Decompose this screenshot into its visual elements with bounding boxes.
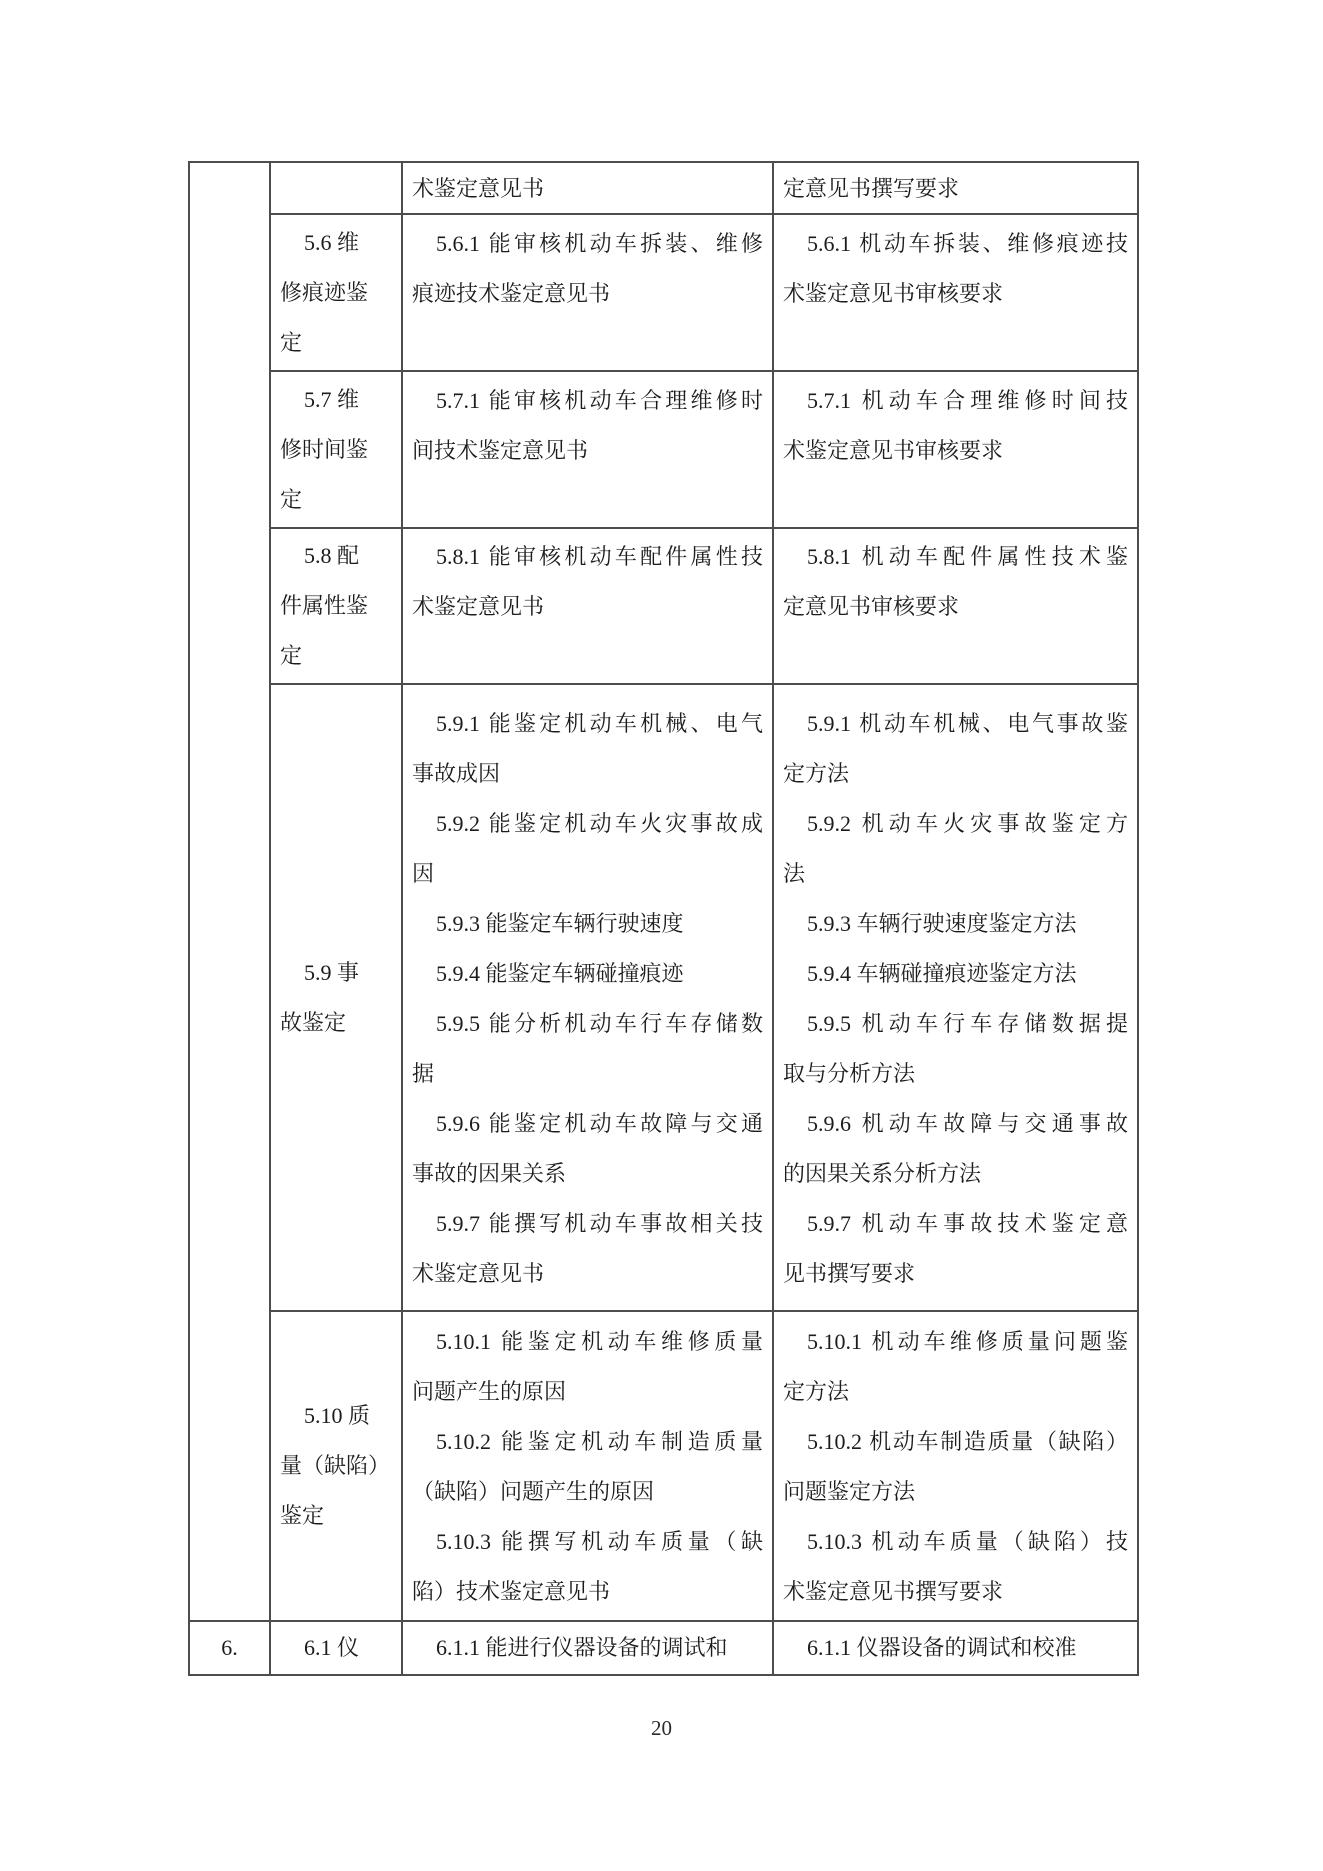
text-line: 5.7 维 (304, 386, 360, 412)
text-line: 5.8.1 机动车配件属性技术鉴 (807, 544, 1128, 569)
text-line: 5.9.6 能鉴定机动车故障与交通 (436, 1110, 763, 1136)
cell-skill-row3 (403, 372, 774, 529)
text-line: 定方法 (783, 760, 850, 786)
text-line: 修痕迹鉴 (280, 279, 369, 305)
cell-skill-row7 (403, 1622, 774, 1674)
text-line: 鉴定 (280, 1503, 325, 1528)
cell-knowledge-row6 (774, 1312, 1137, 1622)
text-line: 事故成因 (412, 760, 501, 786)
cell-duty-row7 (271, 1622, 403, 1674)
text-line: 的因果关系分析方法 (783, 1160, 982, 1186)
text-line: 5.10.2 能鉴定机动车制造质量 (436, 1429, 763, 1454)
text-line: 5.10.1 机动车维修质量问题鉴 (807, 1329, 1128, 1354)
text-line: 术鉴定意见书撰写要求 (783, 1579, 1004, 1604)
cell-duty-row6 (271, 1312, 403, 1622)
cell-knowledge-row7 (774, 1622, 1137, 1674)
text-line: 定 (280, 643, 303, 668)
text-line: 陷）技术鉴定意见书 (412, 1579, 611, 1604)
text-line: 因 (412, 860, 435, 886)
text-line: 术鉴定意见书 (412, 1260, 545, 1286)
text-line: 量（缺陷） (280, 1453, 391, 1478)
cell-duty-row3 (271, 372, 403, 529)
text-line: 定方法 (783, 1379, 850, 1404)
text-line: 6.1.1 仪器设备的调试和校准 (807, 1635, 1077, 1660)
text-line: 5.9.7 能撰写机动车事故相关技 (436, 1210, 763, 1236)
cell-duty-row2 (271, 215, 403, 372)
cell-skill-row1 (403, 163, 774, 215)
text-line: 5.9.1 机动车机械、电气事故鉴 (807, 710, 1128, 736)
text-line: 修时间鉴 (280, 436, 369, 462)
text-line: 痕迹技术鉴定意见书 (412, 280, 611, 306)
text-line: 术鉴定意见书审核要求 (783, 280, 1004, 306)
cell-knowledge-row4 (774, 529, 1137, 685)
cell-skill-row6 (403, 1312, 774, 1622)
cell-skill-row5 (403, 685, 774, 1312)
text-line: 5.6.1 机动车拆装、维修痕迹技 (807, 230, 1128, 256)
text-line: 件属性鉴 (280, 593, 369, 618)
text-line: 5.9.7 机动车事故技术鉴定意 (807, 1210, 1128, 1236)
text-line: 据 (412, 1060, 435, 1086)
cell-knowledge-row3 (774, 372, 1137, 529)
section-5-index-cell (190, 163, 271, 1622)
text-line: 5.9.6 机动车故障与交通事故 (807, 1110, 1128, 1136)
text-line: 5.8.1 能审核机动车配件属性技 (436, 544, 763, 569)
text-line: 5.9.2 机动车火灾事故鉴定方 (807, 810, 1128, 836)
text-line: 5.9.2 能鉴定机动车火灾事故成 (436, 810, 763, 836)
text-line: 5.7.1 机动车合理维修时间技 (807, 387, 1128, 413)
text-line: 5.9.4 车辆碰撞痕迹鉴定方法 (807, 960, 1077, 986)
text-line: 定意见书审核要求 (783, 594, 960, 619)
text-line: 定 (280, 329, 303, 355)
text-line: 6. (221, 1635, 238, 1660)
cell-duty-row1 (271, 163, 403, 215)
cell-duty-row5 (271, 685, 403, 1312)
section-6-index-cell (190, 1622, 271, 1674)
text-line: 5.9.1 能鉴定机动车机械、电气 (436, 710, 763, 736)
text-line: （缺陷）问题产生的原因 (412, 1479, 655, 1504)
text-line: 6.1.1 能进行仪器设备的调试和 (436, 1635, 728, 1660)
text-line: 术鉴定意见书 (412, 176, 545, 201)
text-line: 定意见书撰写要求 (783, 176, 960, 201)
cell-knowledge-row1 (774, 163, 1137, 215)
text-line: 故鉴定 (280, 1009, 347, 1035)
text-line: 5.9.3 车辆行驶速度鉴定方法 (807, 910, 1077, 936)
text-line: 5.10.1 能鉴定机动车维修质量 (436, 1329, 763, 1354)
text-line: 定 (280, 486, 303, 512)
text-line: 术鉴定意见书审核要求 (783, 437, 1004, 463)
text-line: 5.10.2 机动车制造质量（缺陷） (807, 1429, 1128, 1454)
text-line: 5.9.4 能鉴定车辆碰撞痕迹 (436, 960, 684, 986)
text-line: 5.10.3 机动车质量（缺陷）技 (807, 1529, 1128, 1554)
cell-skill-row4 (403, 529, 774, 685)
text-line: 5.10 质 (304, 1403, 371, 1428)
cell-knowledge-row2 (774, 215, 1137, 372)
text-line: 间技术鉴定意见书 (412, 437, 589, 463)
text-line: 问题产生的原因 (412, 1379, 567, 1404)
competency-table (188, 161, 1139, 1676)
text-line: 事故的因果关系 (412, 1160, 567, 1186)
text-line: 6.1 仪 (304, 1635, 360, 1660)
text-line: 5.10.3 能撰写机动车质量（缺 (436, 1529, 763, 1554)
text-line: 术鉴定意见书 (412, 594, 545, 619)
page-number: 20 (651, 1716, 672, 1740)
text-line: 问题鉴定方法 (783, 1479, 916, 1504)
text-line: 5.7.1 能审核机动车合理维修时 (436, 387, 763, 413)
cell-duty-row4 (271, 529, 403, 685)
text-line: 5.9.5 能分析机动车行车存储数 (436, 1010, 763, 1036)
text-line: 5.9 事 (304, 959, 360, 985)
text-line: 5.6.1 能审核机动车拆装、维修 (436, 230, 763, 256)
text-line: 5.6 维 (304, 229, 360, 255)
text-line: 5.9.3 能鉴定车辆行驶速度 (436, 910, 684, 936)
text-line: 见书撰写要求 (783, 1260, 916, 1286)
text-line: 取与分析方法 (783, 1060, 916, 1086)
text-line: 5.9.5 机动车行车存储数据提 (807, 1010, 1128, 1036)
text-line: 5.8 配 (304, 543, 360, 568)
text-line: 法 (783, 860, 806, 886)
cell-skill-row2 (403, 215, 774, 372)
cell-knowledge-row5 (774, 685, 1137, 1312)
